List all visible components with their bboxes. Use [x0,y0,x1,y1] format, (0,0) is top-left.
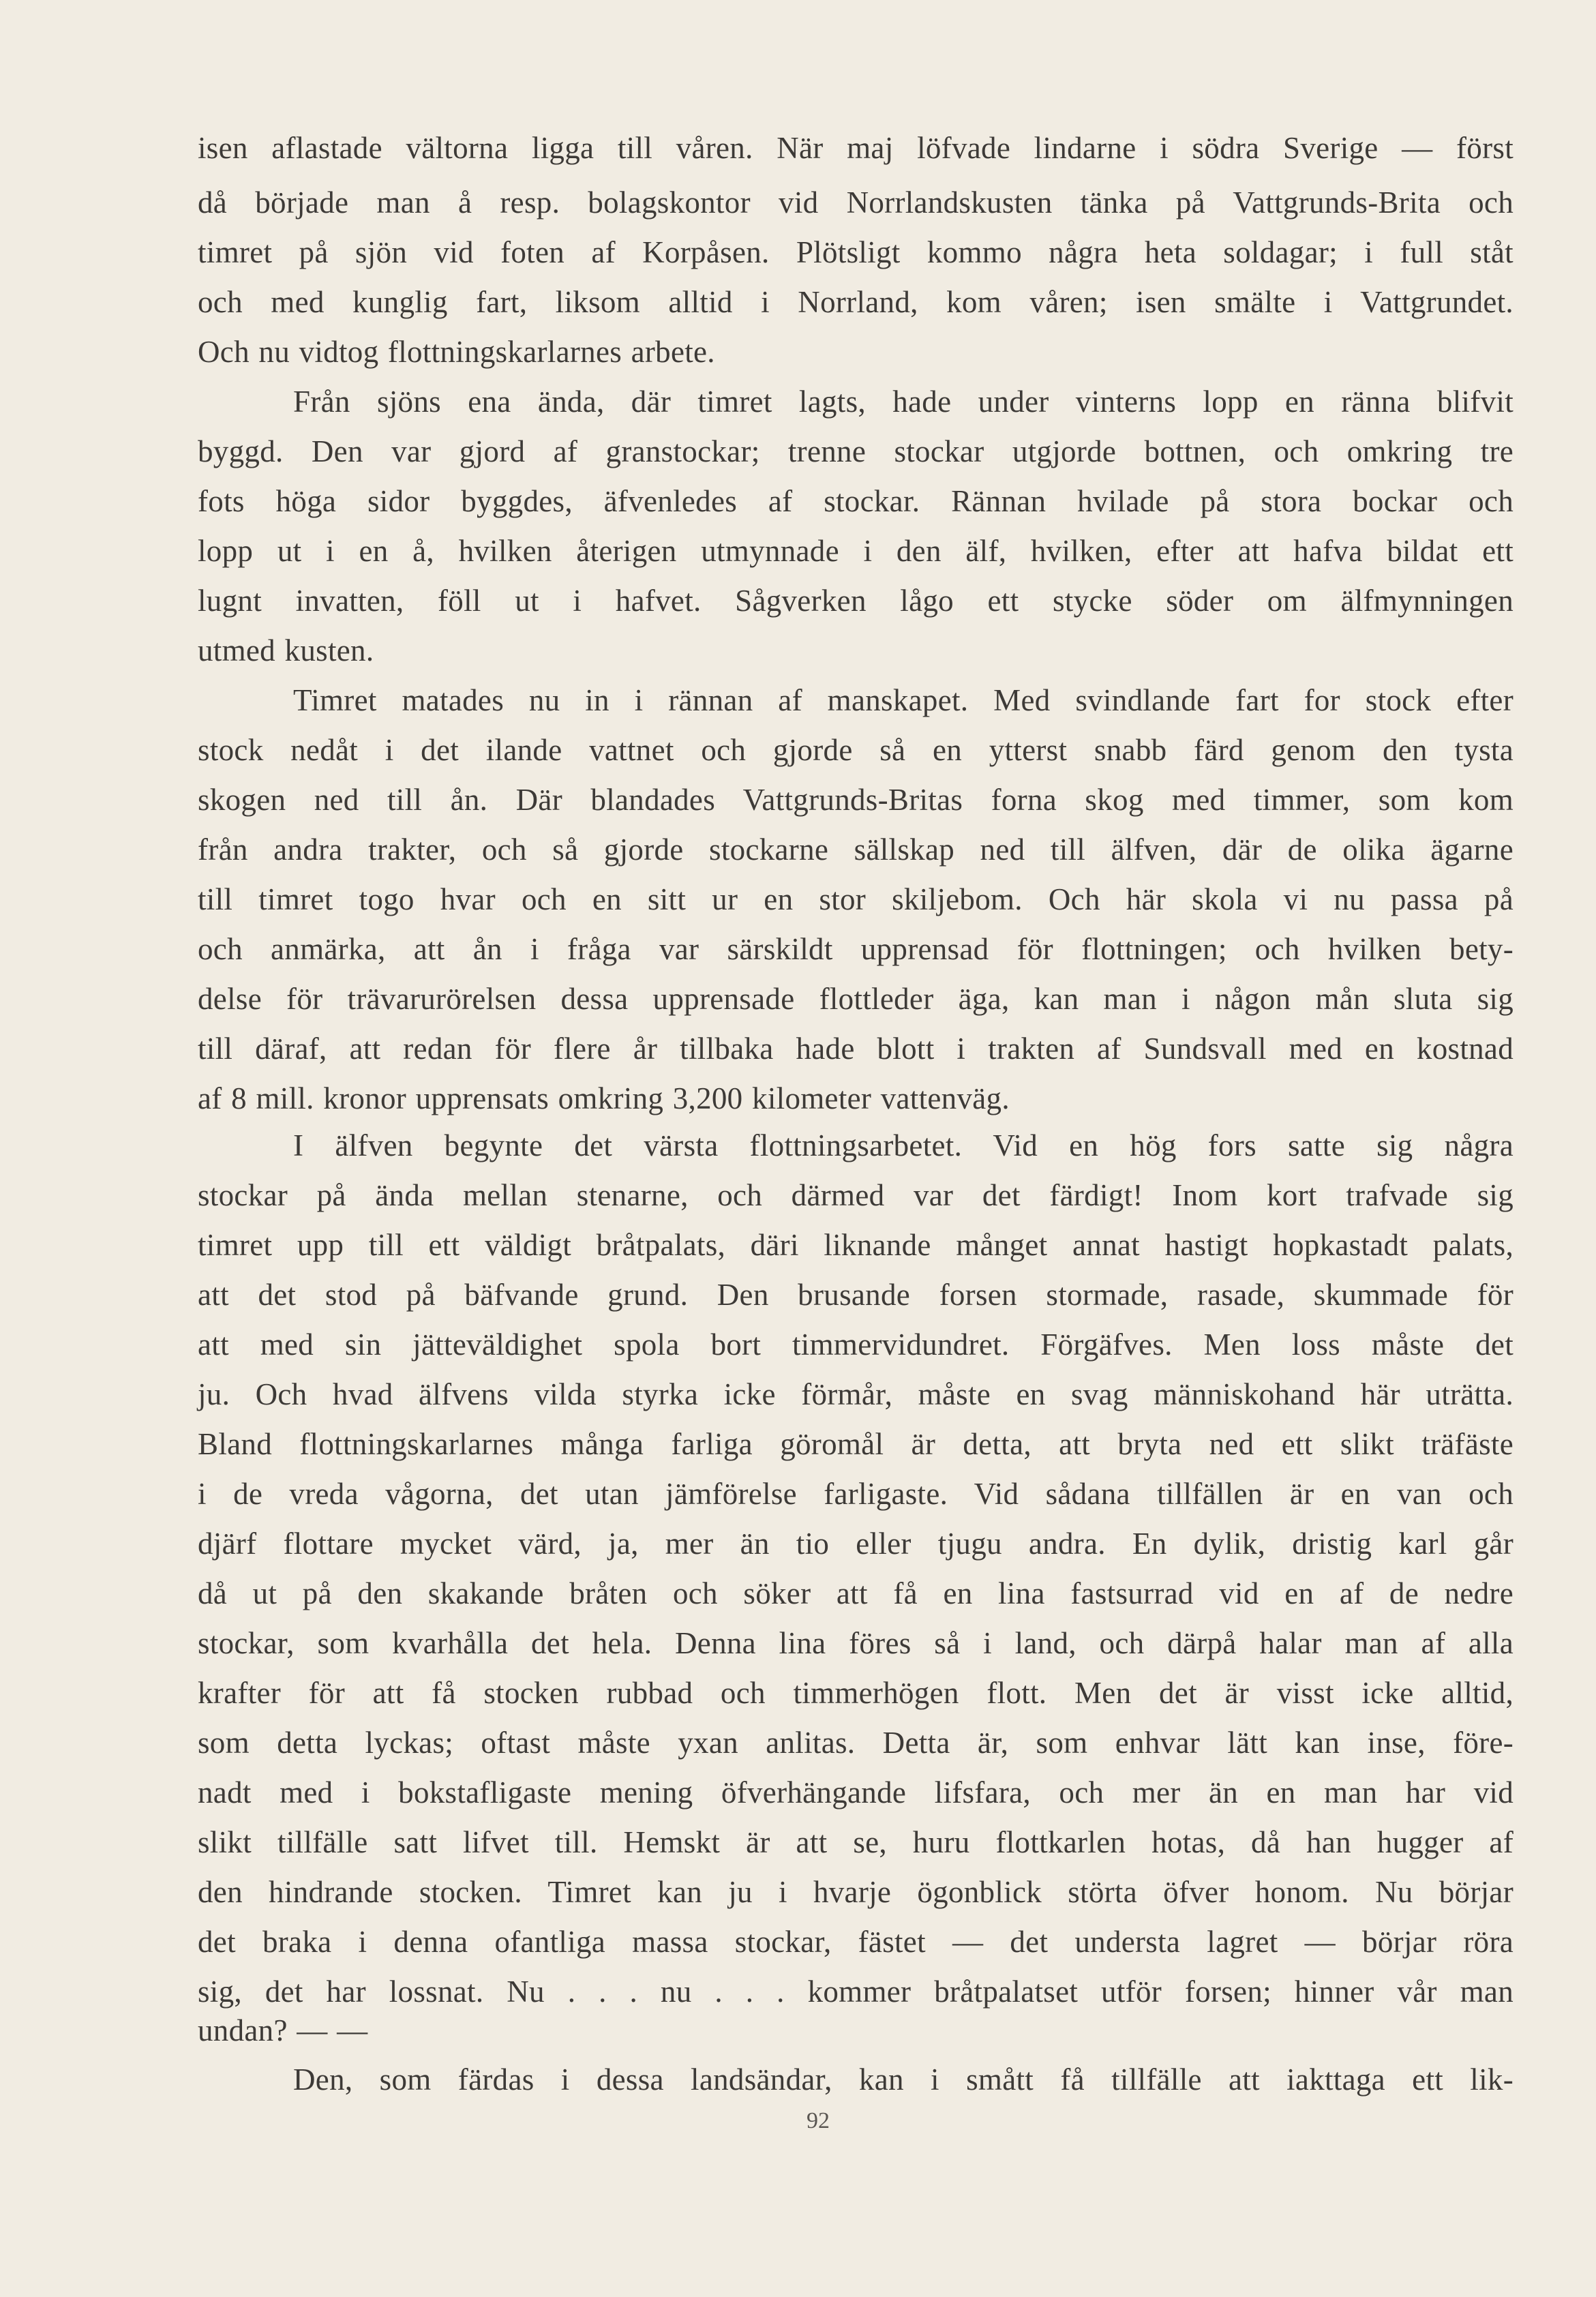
text-line: då började man å resp. bolagskontor vid Norrlandskusten tänka på Vattgrunds-Brita och [198,185,1514,220]
text-line: timret på sjön vid foten af Korpåsen. Plötsligt kommo några heta soldagar; i full ståt [198,235,1514,269]
text-line: nadt med i bokstafligaste mening öfverhängande lifsfara, och mer än en man har vid [198,1775,1514,1810]
text-line: stockar på ända mellan stenarne, och därmed var det färdigt! Inom kort trafvade sig [198,1178,1514,1212]
text-line: isen aflastade vältorna ligga till våren. När maj löfvade lindarne i södra Sverige — först [198,131,1514,165]
text-line: utmed kusten. [198,633,374,667]
text-line: och anmärka, att ån i fråga var särskildt upprensad för flottningen; och hvilken bety- [198,932,1514,966]
text-line: djärf flottare mycket värd, ja, mer än tio eller tjugu andra. En dylik, dristig karl går [198,1527,1514,1561]
text-line: lopp ut i en å, hvilken återigen utmynnade i den älf, hvilken, efter att hafva bildat ett [198,534,1514,568]
text-line: det braka i denna ofantliga massa stockar, fästet — det understa lagret — börjar röra [198,1925,1514,1959]
text-line: att med sin jätteväldighet spola bort timmervidundret. Förgäfves. Men loss måste det [198,1327,1514,1362]
text-line: och med kunglig fart, liksom alltid i Norrland, kom våren; isen smälte i Vattgrundet. [198,285,1514,319]
text-line: i de vreda vågorna, det utan jämförelse farligaste. Vid sådana tillfällen är en van och [198,1477,1514,1511]
text-line: från andra trakter, och så gjorde stockarne sällskap ned till älfven, där de olika ägarne [198,832,1514,867]
text-line: af 8 mill. kronor upprensats omkring 3,200 kilometer vattenväg. [198,1081,1010,1115]
text-line: stockar, som kvarhålla det hela. Denna lina föres så i land, och därpå halar man af alla [198,1626,1514,1660]
text-line: till däraf, att redan för flere år tillbaka hade blott i trakten af Sundsvall med en kostnad [198,1032,1514,1066]
text-line: ju. Och hvad älfvens vilda styrka icke förmår, måste en svag människohand här uträtta. [198,1377,1514,1411]
text-line: skogen ned till ån. Där blandades Vattgrunds-Britas forna skog med timmer, som kom [198,783,1514,817]
text-line: till timret togo hvar och en sitt ur en stor skiljebom. Och här skola vi nu passa på [198,882,1514,916]
text-line: då ut på den skakande bråten och söker att få en lina fastsurrad vid en af de nedre [198,1576,1514,1610]
text-line: delse för trävarurörelsen dessa upprensade flottleder äga, kan man i någon mån sluta sig [198,982,1514,1016]
text-line: byggd. Den var gjord af granstockar; trenne stockar utgjorde bottnen, och omkring tre [198,434,1514,468]
text-line: slikt tillfälle satt lifvet till. Hemskt är att se, huru flottkarlen hotas, då han hugger af [198,1825,1514,1859]
text-line: Från sjöns ena ända, där timret lagts, hade under vinterns lopp en ränna blifvit [293,385,1514,419]
text-line: timret upp till ett väldigt bråtpalats, däri liknande månget annat hastigt hopkastadt palats, [198,1228,1514,1262]
text-line: att det stod på bäfvande grund. Den brusande forsen stormade, rasade, skummade för [198,1278,1514,1312]
text-line: Bland flottningskarlarnes många farliga göromål är detta, att bryta ned ett slikt träfäste [198,1427,1514,1461]
text-line: krafter för att få stocken rubbad och timmerhögen flott. Men det är visst icke alltid, [198,1676,1514,1710]
text-line: undan? — — [198,2013,368,2047]
text-line: lugnt invatten, föll ut i hafvet. Sågverken lågo ett stycke söder om älfmynningen [198,584,1514,618]
text-line: Timret matades nu in i rännan af manskapet. Med svindlande fart for stock efter [293,683,1514,717]
text-line: som detta lyckas; oftast måste yxan anlitas. Detta är, som enhvar lätt kan inse, före- [198,1726,1514,1760]
text-line: Och nu vidtog flottningskarlarnes arbete. [198,335,715,369]
page-number: 92 [807,2108,830,2133]
text-line: den hindrande stocken. Timret kan ju i hvarje ögonblick störta öfver honom. Nu börjar [198,1875,1514,1909]
text-line: sig, det har lossnat. Nu . . . nu . . . kommer bråtpalatset utför forsen; hinner vår man [198,1975,1514,2009]
text-line: I älfven begynte det värsta flottningsarbetet. Vid en hög fors satte sig några [293,1128,1514,1162]
text-line: fots höga sidor byggdes, äfvenledes af stockar. Rännan hvilade på stora bockar och [198,484,1514,518]
text-line: Den, som färdas i dessa landsändar, kan i smått få tillfälle att iakttaga ett lik- [293,2062,1514,2097]
text-line: stock nedåt i det ilande vattnet och gjorde så en ytterst snabb färd genom den tysta [198,733,1514,767]
